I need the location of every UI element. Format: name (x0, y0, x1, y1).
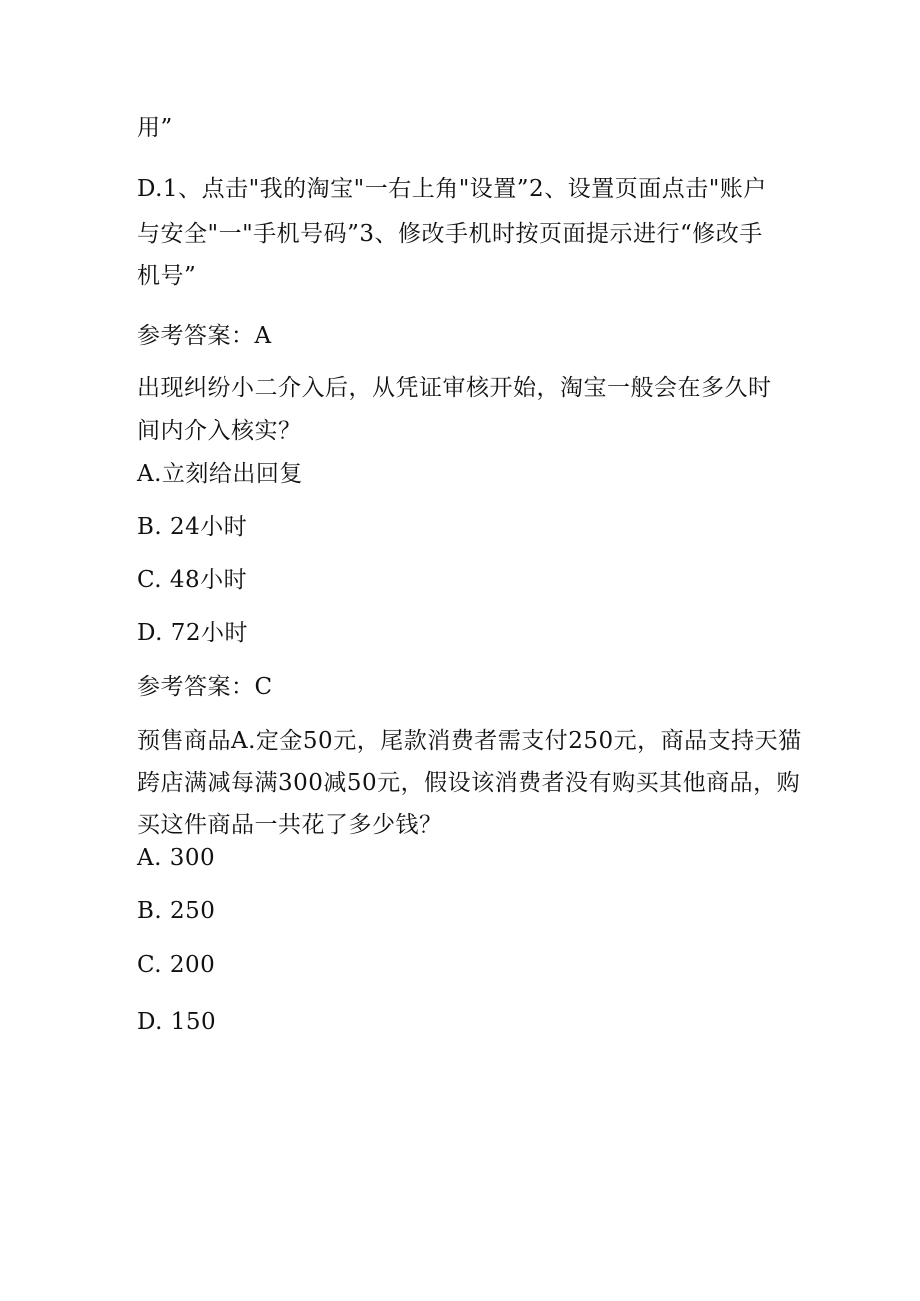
prev-answer: 参考答案：A (137, 323, 272, 349)
prev-option-d-line-1: D.1、点击"我的淘宝"一右上角"设置”2、设置页面点击"账户 (137, 176, 767, 202)
q1-text-line-2: 间内介入核实？ (137, 418, 302, 444)
q2-option-a: A. 300 (137, 845, 216, 871)
q2-text-line-1: 预售商品A.定金50元，尾款消费者需支付250元，商品支持天猫 (137, 728, 802, 754)
prev-option-d-line-3: 机号” (137, 263, 197, 289)
q1-option-d: D. 72小时 (137, 620, 249, 646)
q1-answer: 参考答案：C (137, 674, 273, 700)
q2-text-line-2: 跨店满减每满300减50元，假设该消费者没有购买其他商品，购 (137, 770, 801, 796)
q1-option-a: A.立刻给出回复 (137, 461, 303, 487)
q2-text-line-3: 买这件商品一共花了多少钱？ (137, 812, 443, 838)
q1-option-b: B. 24小时 (137, 514, 248, 540)
q1-option-c: C. 48小时 (137, 567, 248, 593)
q2-option-d: D. 150 (137, 1009, 217, 1035)
q2-option-b: B. 250 (137, 898, 216, 924)
q1-text-line-1: 出现纠纷小二介入后，从凭证审核开始，淘宝一般会在多久时 (137, 375, 772, 401)
q2-option-c: C. 200 (137, 952, 216, 978)
prev-question-fragment: 用” (137, 115, 173, 141)
prev-option-d-line-2: 与安全"一"手机号码”3、修改手机时按页面提示进行“修改手 (137, 221, 763, 247)
